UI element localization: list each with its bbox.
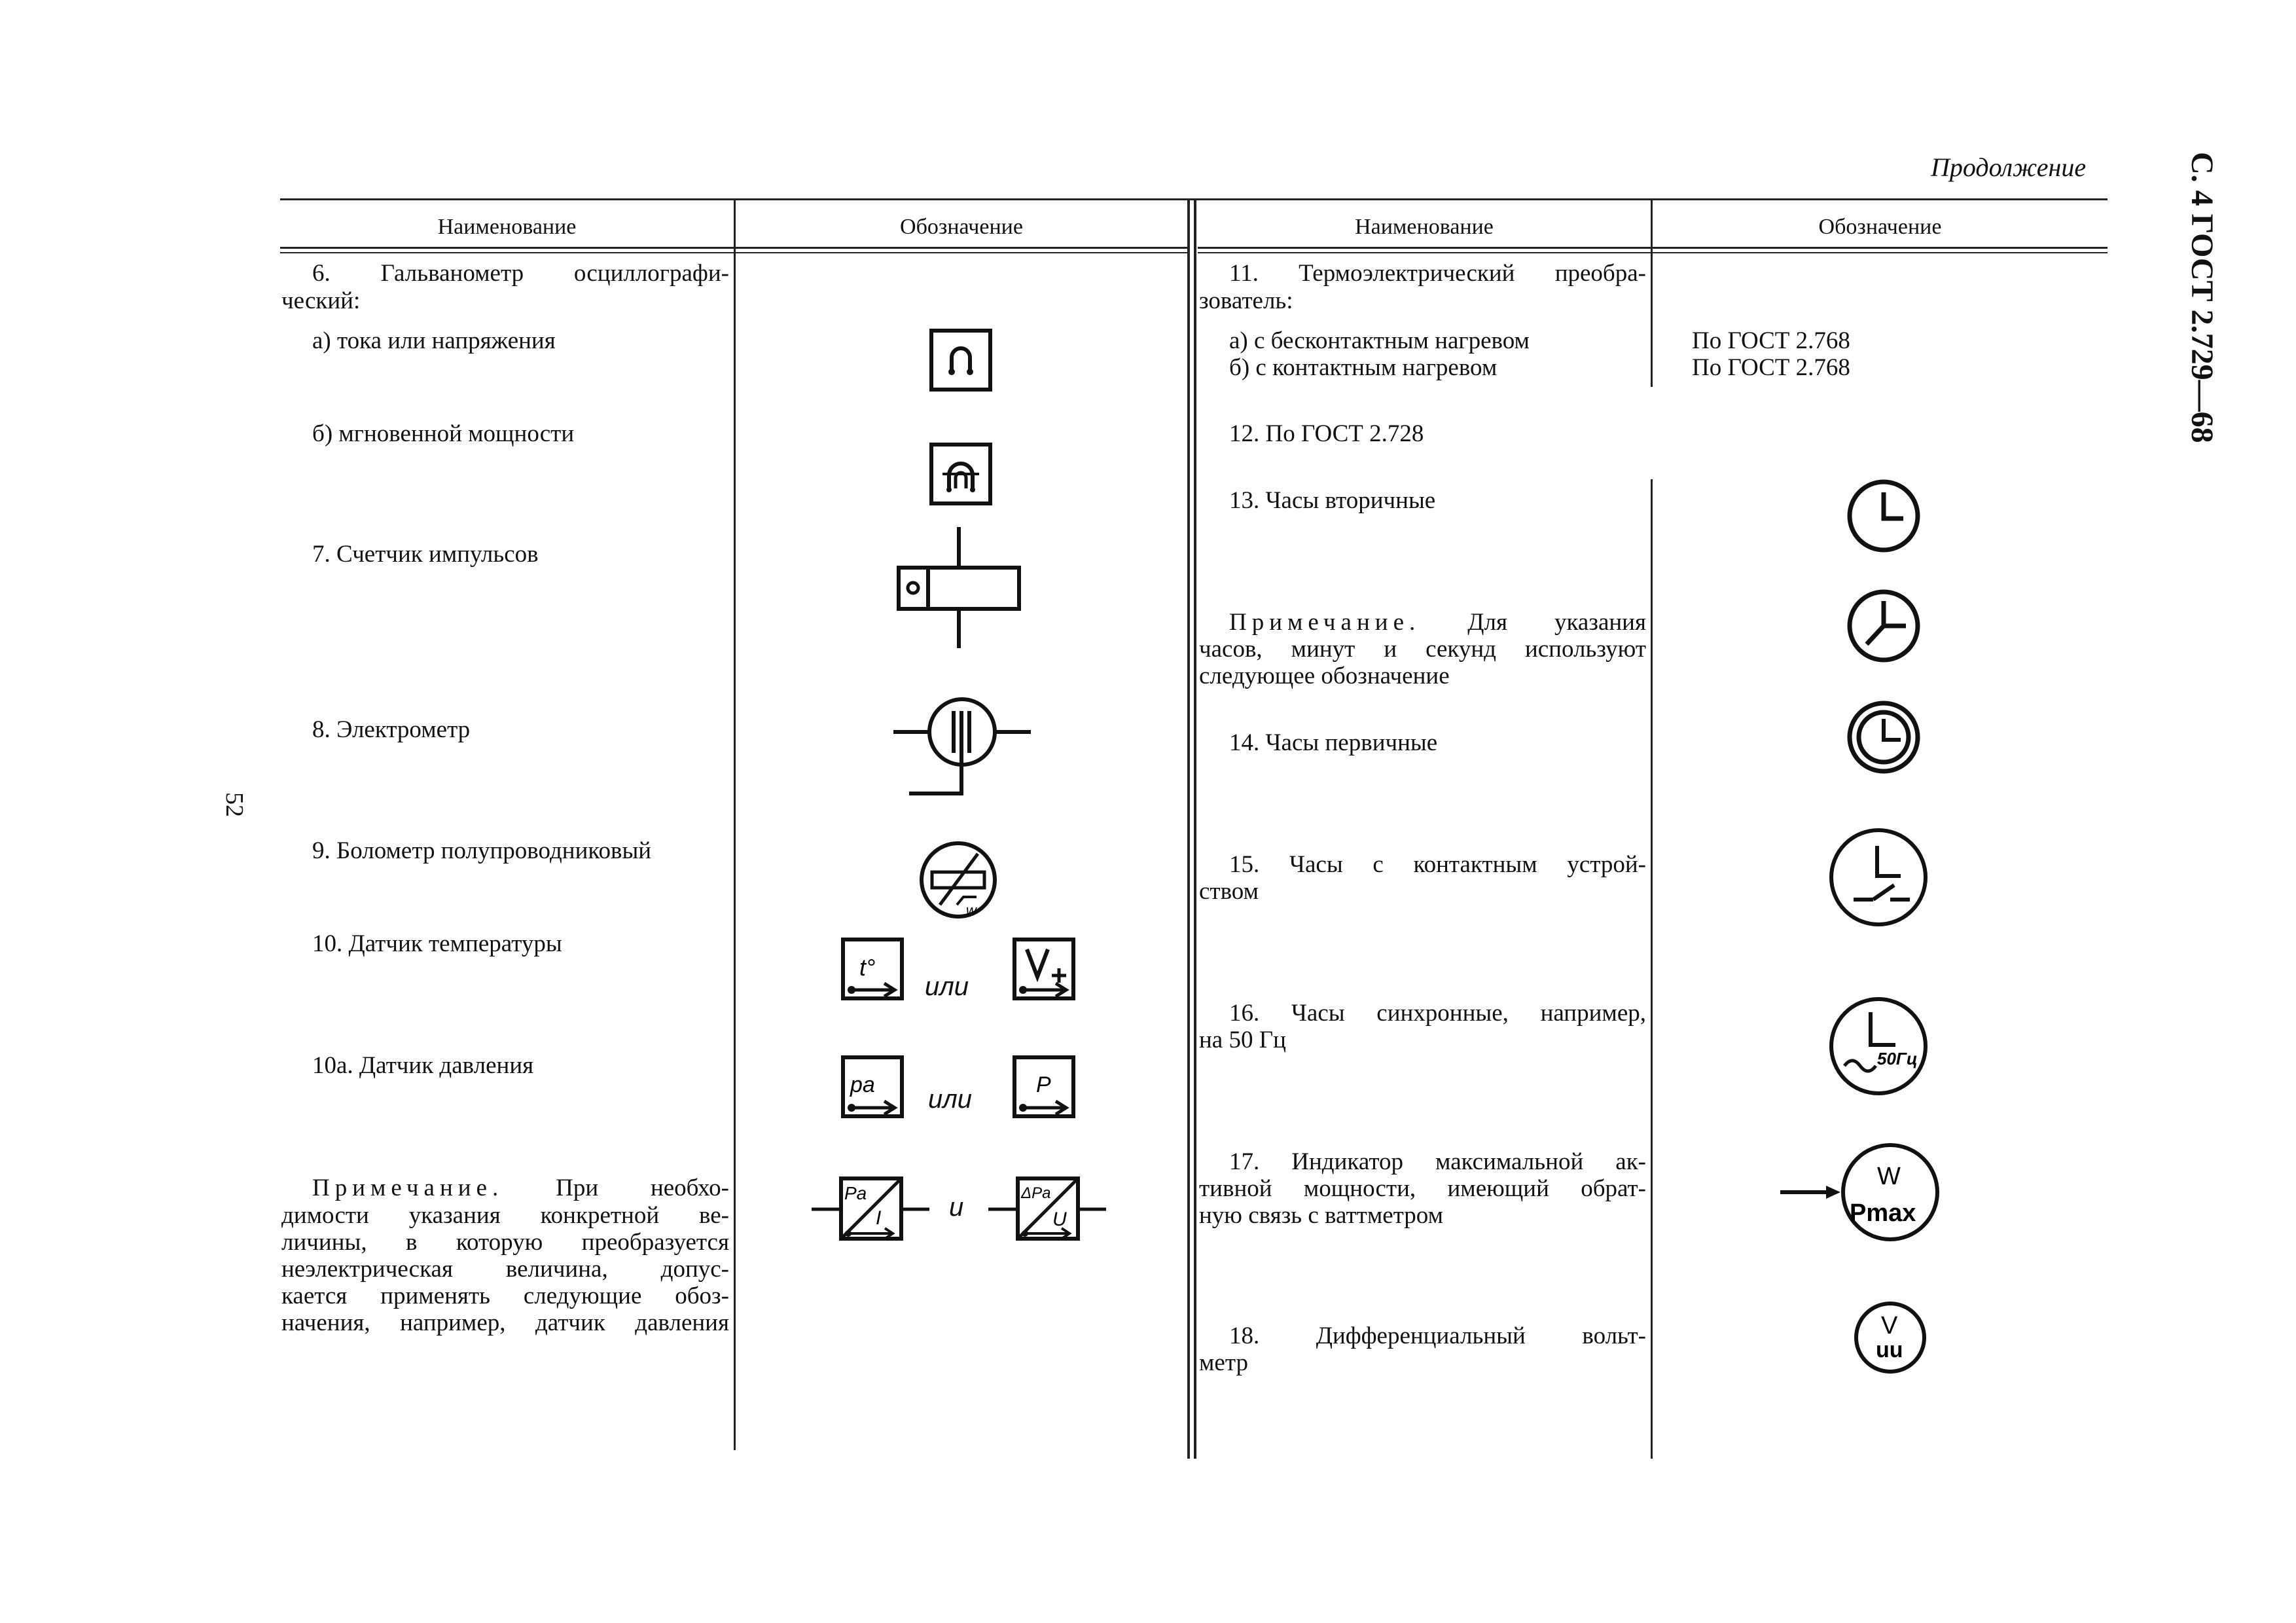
item6-line1: 6. Гальванометр осциллографи- [312, 260, 729, 287]
left-note-line5: кается применять следующие обоз- [281, 1283, 729, 1309]
volt-label: V [1881, 1312, 1898, 1340]
item11a-ref: По ГОСТ 2.768 [1692, 327, 1850, 354]
left-name-header: Наименование [437, 215, 577, 239]
right-name-header: Наименование [1355, 215, 1494, 239]
voltage-sensor-symbol [1013, 938, 1078, 1003]
differential-voltmeter-symbol [1852, 1300, 1928, 1376]
item17-line1: 17. Индикатор максимальной ак- [1229, 1148, 1646, 1175]
item8: 8. Электрометр [312, 716, 471, 743]
item7: 7. Счетчик импульсов [312, 541, 539, 568]
left-symbol-header: Обозначение [900, 215, 1023, 239]
center-divider [1187, 198, 1190, 1459]
item11-line1: 11. Термоэлектрический преобра- [1229, 260, 1646, 287]
item16-line2: на 50 Гц [1199, 1027, 1286, 1053]
standard-title: С. 4 ГОСТ 2.729—68 [2185, 152, 2219, 443]
right-symbol-header: Обозначение [1818, 215, 1942, 239]
or-word-1: или [925, 972, 969, 1001]
item9: 9. Болометр полупроводниковый [312, 837, 652, 864]
max-power-indicator-symbol [1780, 1142, 1944, 1241]
left-note-line6: начения, например, датчик давления [281, 1309, 729, 1336]
item11b-ref: По ГОСТ 2.768 [1692, 354, 1850, 381]
pressure-to-current-symbol [812, 1173, 929, 1245]
left-note-line2: димости указания конкретной ве- [281, 1202, 729, 1229]
p-label: P [1036, 1072, 1051, 1097]
pulse-counter-symbol [897, 527, 1021, 648]
temperature-sensor-symbol [841, 938, 906, 1003]
left-note-line4: неэлектрическая величина, допус- [281, 1256, 729, 1283]
watt-label: W [1877, 1163, 1901, 1190]
note-b-bottom-label: U [1052, 1209, 1067, 1230]
right-note-line2: часов, минут и секунд используют [1199, 636, 1646, 663]
right-col-divider-bottom [1651, 479, 1653, 1459]
page-number: 52 [221, 792, 248, 817]
item18-line2: метр [1199, 1349, 1248, 1376]
item15-line1: 15. Часы с контактным устрой- [1229, 851, 1646, 878]
pressure-label: pa [850, 1072, 875, 1097]
item11a: а) с бесконтактным нагревом [1229, 327, 1530, 354]
continuation-label: Продолжение [1931, 153, 2087, 182]
pmax-label: Pmax [1850, 1199, 1916, 1227]
item14: 14. Часы первичные [1229, 729, 1438, 756]
hms-clock-symbol [1846, 588, 1922, 664]
item11b: б) с контактным нагревом [1229, 354, 1498, 381]
sync-frequency-label: 50Гц [1877, 1049, 1918, 1068]
and-word: и [949, 1193, 964, 1222]
item12: 12. По ГОСТ 2.728 [1229, 420, 1424, 447]
right-note-line1: Примечание. Для указания [1229, 609, 1646, 636]
item17-line3: ную связь с ваттметром [1199, 1202, 1443, 1229]
primary-clock-symbol [1846, 699, 1922, 775]
or-word-2: или [928, 1085, 973, 1114]
temperature-label: t° [859, 954, 876, 981]
item11-line2: зователь: [1199, 287, 1293, 314]
galvanometer-power-symbol [929, 443, 992, 505]
item16-line1: 16. Часы синхронные, например, [1229, 1000, 1646, 1027]
electrometer-symbol [893, 694, 1031, 799]
volt-sub-label: uu [1876, 1338, 1903, 1362]
item13: 13. Часы вторичные [1229, 487, 1436, 514]
item17-line2: тивной мощности, имеющий обрат- [1199, 1175, 1646, 1202]
item6b: б) мгновенной мощности [312, 420, 575, 447]
item18-line1: 18. Дифференциальный вольт- [1229, 1322, 1646, 1349]
item15-line2: ством [1199, 878, 1259, 905]
item6-line2: ческий: [281, 287, 361, 314]
contact-clock-symbol [1827, 826, 1929, 928]
pressure-diff-to-voltage-symbol [988, 1173, 1106, 1245]
pressure-sensor-symbol [841, 1055, 906, 1121]
left-col-divider [734, 198, 736, 1450]
secondary-clock-symbol [1846, 478, 1922, 554]
item10: 10. Датчик температуры [312, 930, 562, 957]
header-bottom-rule-right-2 [1198, 252, 2108, 253]
header-bottom-rule-right [1198, 247, 2108, 249]
item6a: а) тока или напряжения [312, 327, 556, 354]
note-a-bottom-label: I [876, 1207, 882, 1229]
note-b-top-label: ΔPa [1021, 1184, 1051, 1202]
galvanometer-current-symbol [929, 329, 992, 392]
svg-text:w: w [966, 902, 977, 919]
left-note-line3: личины, в которую преобразуется [281, 1229, 729, 1256]
note-a-top-label: Pa [844, 1183, 867, 1203]
item10a: 10а. Датчик давления [312, 1052, 534, 1079]
left-note-line1: Примечание. При необхо- [312, 1175, 730, 1201]
pressure-sensor-p-symbol [1013, 1055, 1078, 1121]
bolometer-symbol [918, 839, 999, 921]
center-divider-2 [1194, 198, 1196, 1459]
right-note-line3: следующее обозначение [1199, 663, 1450, 689]
synchronous-clock-symbol [1827, 995, 1929, 1097]
